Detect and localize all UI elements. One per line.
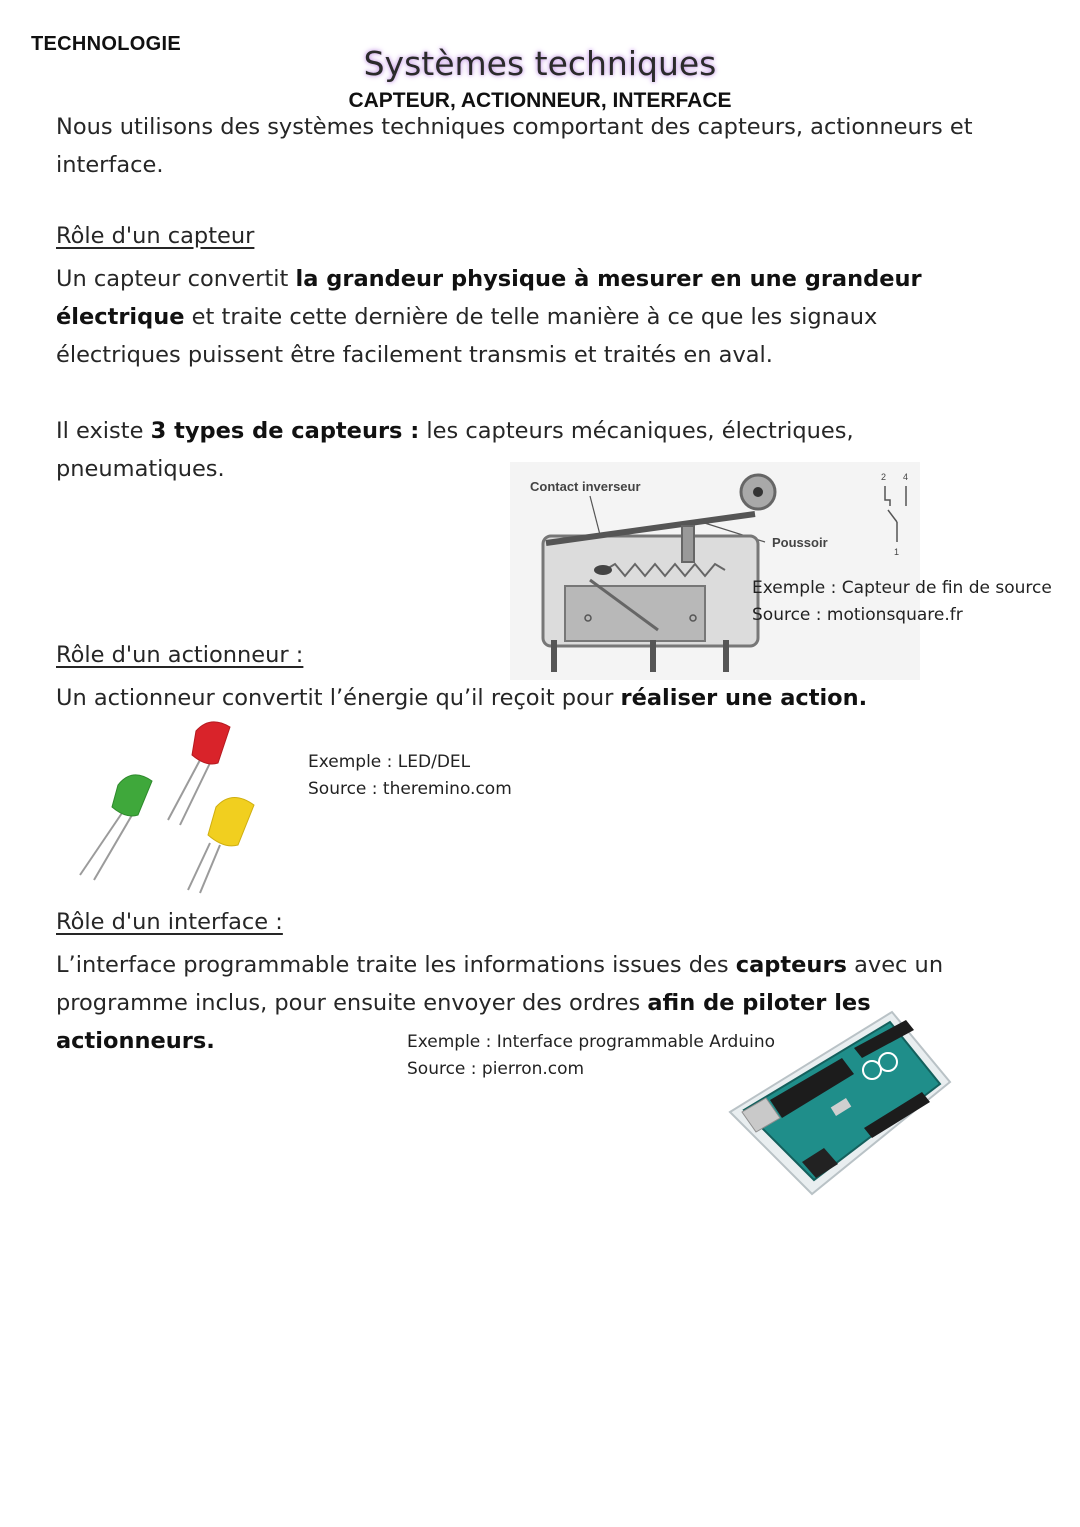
led-green-icon (80, 775, 152, 880)
capteur-example: Exemple : Capteur de fin de source (752, 578, 1052, 598)
capteur-definition: Un capteur convertit la grandeur physique à mesurer en une grandeur électrique et traite cette dernière de telle manière à ce que les signaux électriques puissent être facilement transmis et traités en aval. (56, 266, 922, 368)
label-poussoir: Poussoir (772, 535, 828, 550)
actionneur-definition: Un actionneur convertit l’énergie qu’il reçoit pour réaliser une action. (56, 685, 868, 711)
interface-heading: Rôle d'un interface : (56, 909, 283, 935)
actionneur-source: Source : theremino.com (308, 779, 512, 799)
actionneur-example: Exemple : LED/DEL (308, 752, 471, 772)
intro-paragraph: Nous utilisons des systèmes techniques comportant des capteurs, actionneurs et interface. (56, 114, 973, 178)
capteur-types: Il existe 3 types de capteurs : les capteurs mécaniques, électriques, pneumatiques. (56, 418, 854, 482)
led-illustration (70, 715, 270, 900)
page-subtitle: CAPTEUR, ACTIONNEUR, INTERFACE (348, 89, 732, 112)
interface-source: Source : pierron.com (407, 1059, 585, 1079)
pin-2: 2 (881, 472, 887, 482)
led-yellow-icon (188, 797, 254, 893)
led-red-body (192, 722, 230, 764)
led-green-body (112, 775, 152, 816)
pin-4: 4 (903, 472, 909, 482)
label-contact-inverseur: Contact inverseur (530, 479, 641, 494)
pin-1: 1 (894, 547, 900, 557)
interface-definition: L’interface programmable traite les informations issues des capteurs avec un programme inclus, pour ensuite envoyer des ordres afin de piloter les actionneurs. (56, 952, 944, 1054)
actionneur-heading: Rôle d'un actionneur : (56, 642, 304, 668)
led-yellow-body (208, 797, 254, 845)
arduino-illustration (722, 1012, 952, 1202)
capteur-source: Source : motionsquare.fr (752, 605, 963, 625)
interface-example: Exemple : Interface programmable Arduino (407, 1032, 776, 1052)
page-title: Systèmes techniques (363, 44, 717, 83)
subject-label: TECHNOLOGIE (31, 33, 181, 55)
capteur-heading: Rôle d'un capteur (56, 223, 255, 249)
limit-switch-illustration (510, 462, 920, 680)
